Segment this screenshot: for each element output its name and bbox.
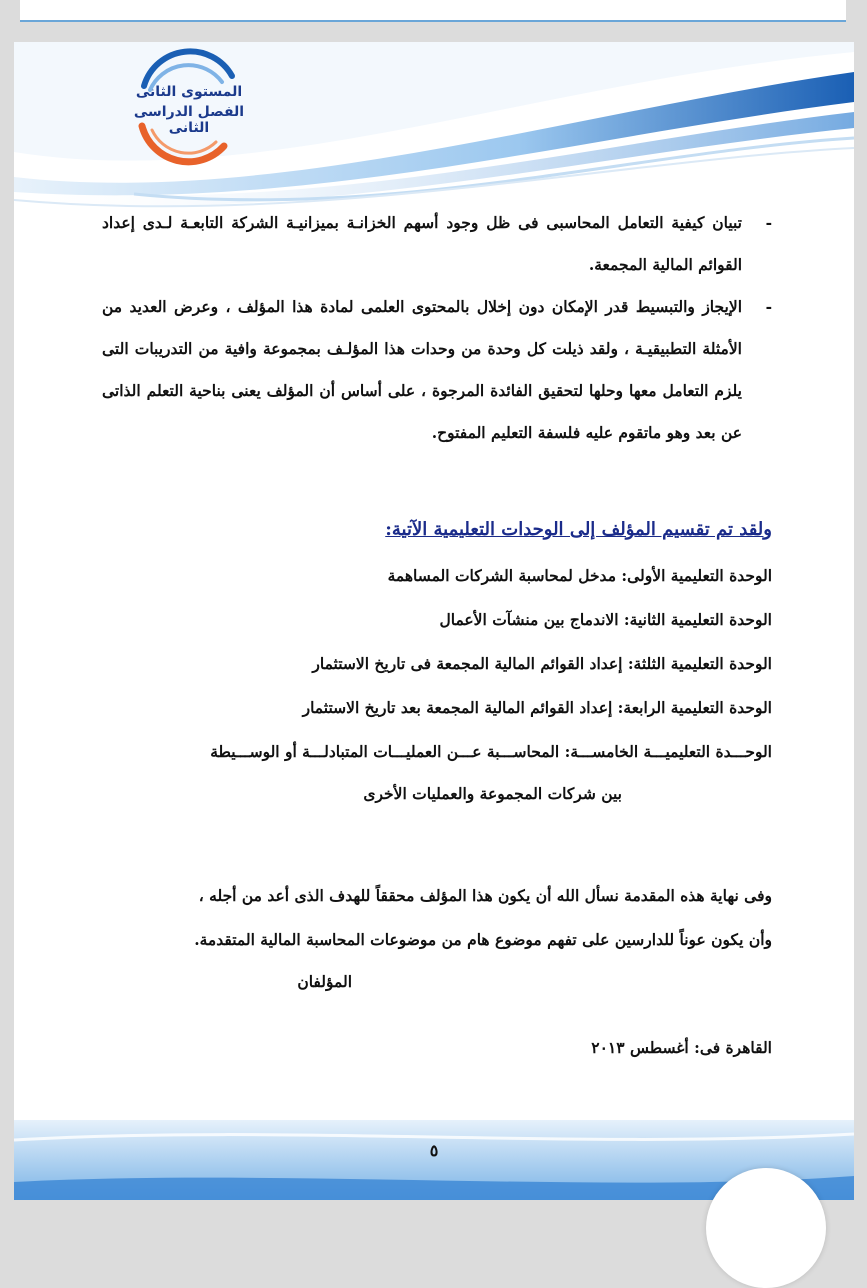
- bullet-dash: -: [765, 297, 772, 316]
- closing-paragraph: [102, 874, 772, 962]
- unit-1: الوحدة التعليمية الأولى: مدخل لمحاسبة الشركات المساهمة: [387, 566, 772, 585]
- bullet-text: الإيجاز والتبسيط قدر الإمكان دون إخلال بالمحتوى العلمى لمادة هذا المؤلف ، وعرض العديد من الأمثلة التطبيقيـة ، ولقد ذيلت كل وحدة من وحدات هذا المؤلـف بمجموعة وافية من التدريبات التى يلزم التعامل معها وحلها لتحقيق الفائدة المرجوة ، على أساس أن المؤلف يعنى بناحية التعلم الذاتى عن بعد وهو ماتقوم عليه فلسفة التعليم المفتوح.: [102, 297, 742, 442]
- unit-2: الوحدة التعليمية الثانية: الاندماج بين منشآت الأعمال: [439, 610, 772, 629]
- corner-button[interactable]: [706, 1168, 826, 1288]
- logo: [124, 46, 254, 176]
- bullet-item: [102, 286, 772, 454]
- place-date: القاهرة فى: أغسطس ٢٠١٣: [591, 1038, 772, 1057]
- section-title: ولقد تم تقسيم المؤلف إلى الوحدات التعليمية الآتية:: [385, 519, 772, 540]
- unit-5-continuation: بين شركات المجموعة والعمليات الأخرى: [363, 784, 622, 803]
- previous-page-edge: [20, 0, 846, 22]
- closing-line-2: وأن يكون عوناً للدارسين على تفهم موضوع هام من موضوعات المحاسبة المالية المتقدمة.: [194, 930, 772, 949]
- bullet-item: [102, 202, 772, 286]
- signature: المؤلفان: [297, 972, 352, 991]
- page-content: [102, 202, 772, 1068]
- unit-5: الوحـــدة التعليميـــة الخامســـة: المحاســـبة عـــن العمليـــات المتبادلـــة أو الوســـيطة: [210, 742, 772, 761]
- unit-3: الوحدة التعليمية الثلثة: إعداد القوائم المالية المجمعة فى تاريخ الاستثمار: [312, 654, 772, 673]
- document-page: [14, 42, 854, 1200]
- bullet-dash: -: [765, 213, 772, 232]
- logo-line-2: الفصل الدراسى الثانى: [133, 104, 245, 136]
- page-number: ٥: [429, 1141, 439, 1160]
- logo-line-1: المستوى الثانى: [135, 84, 243, 100]
- closing-line-1: وفى نهاية هذه المقدمة نسأل الله أن يكون هذا المؤلف محققاً للهدف الذى أعد من أجله ،: [198, 886, 772, 905]
- bullet-text: تبيان كيفية التعامل المحاسبى فى ظل وجود أسهم الخزانـة بميزانيـة الشركة التابعـة لـدى إعداد القوائم المالية المجمعة.: [102, 213, 742, 274]
- unit-4: الوحدة التعليمية الرابعة: إعداد القوائم المالية المجمعة بعد تاريخ الاستثمار: [302, 698, 772, 717]
